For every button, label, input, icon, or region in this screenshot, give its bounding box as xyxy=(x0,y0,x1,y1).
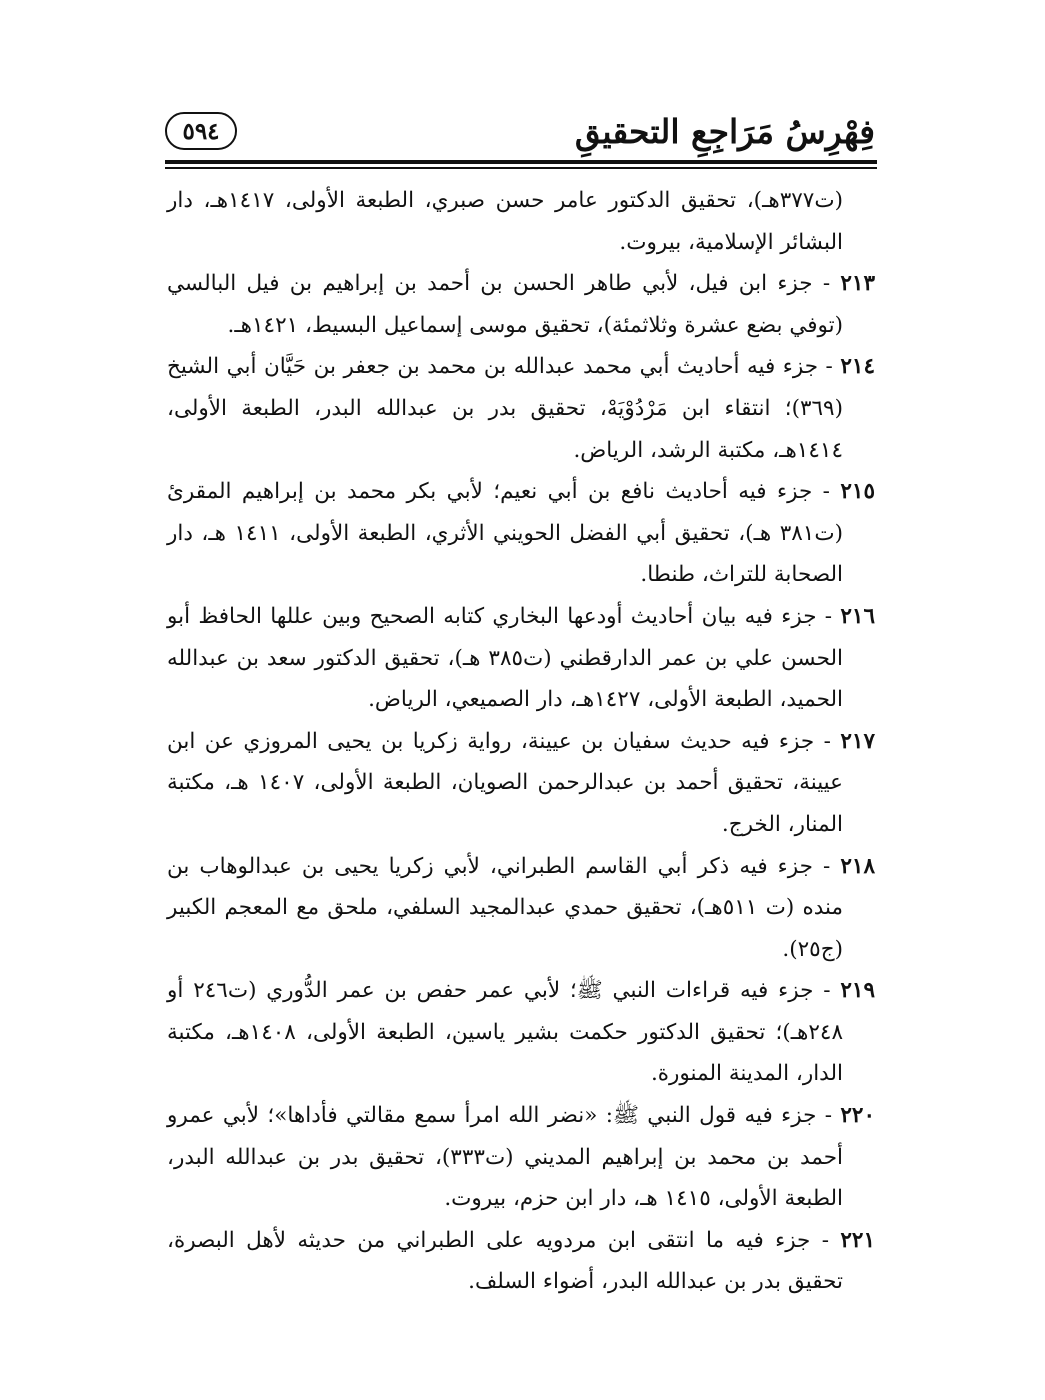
entry-number: ٢١٥ xyxy=(840,479,875,505)
entry-number: ٢١٣ xyxy=(840,271,875,297)
entry-text: جزء ابن فيل، لأبي طاهر الحسن بن أحمد بن إبراهيم بن فيل البالسي (توفي بضع عشرة وثلاثمئة)، تحقيق موسى إسماعيل البسيط، ١٤٢١هـ. xyxy=(167,271,843,338)
page-number: ٥٩٤ xyxy=(182,117,220,145)
entry-text: جزء فيه ما انتقى ابن مردويه على الطبراني من حديثه لأهل البصرة، تحقيق بدر بن عبدالله البدر، أضواء السلف. xyxy=(167,1227,843,1295)
reference-entry-216: ٢١٦ - جزء فيه بيان أحاديث أودعها البخاري كتابه الصحيح وبين عللها الحافظ أبو الحسن علي بن عمر الدارقطني (ت٣٨٥ هـ)، تحقيق الدكتور سعد بن عبدالله الحميد، الطبعة الأولى، ١٤٢٧هـ، دار الصميعي، الرياض. xyxy=(167,603,876,713)
header-rule-thin xyxy=(165,167,877,169)
entry-text: جزء فيه بيان أحاديث أودعها البخاري كتابه الصحيح وبين عللها الحافظ أبو الحسن علي بن عمر الدارقطني (ت٣٨٥ هـ)، تحقيق الدكتور سعد بن عبدالله الحميد، الطبعة الأولى، ١٤٢٧هـ، دار الصميعي، الرياض. xyxy=(167,603,843,713)
entry-number: ٢١٦ xyxy=(840,603,876,629)
continued-entry: (ت٣٧٧هـ)، تحقيق الدكتور عامر حسن صبري، الطبعة الأولى، ١٤١٧هـ، دار البشائر الإسلامية، بيروت. xyxy=(167,188,843,255)
header-rule-thick xyxy=(165,160,877,164)
entry-number: ٢١٧ xyxy=(840,728,875,754)
entry-text: جزء فيه أحاديث أبي محمد عبدالله بن محمد بن جعفر بن حَيَّان أبي الشيخ (٣٦٩)؛ انتقاء ابن مَرْدُوْيَهْ، تحقيق بدر بن عبدالله البدر، الطبعة الأولى، ١٤١٤هـ، مكتبة الرشد، الرياض. xyxy=(167,354,843,463)
entry-text: جزء فيه حديث سفيان بن عيينة، رواية زكريا بن يحيى المروزي عن ابن عيينة، تحقيق أحمد بن عبدالرحمن الصويان، الطبعة الأولى، ١٤٠٧ هـ، مكتبة المنار، الخرج. xyxy=(167,728,843,837)
reference-entry-220: ٢٢٠ - جزء فيه قول النبي ﷺ: «نضر الله امرأ سمع مقالتي فأداها»؛ لأبي عمرو أحمد بن محمد بن إبراهيم المديني (ت٣٣٣)، تحقيق بدر بن عبدالله البدر، الطبعة الأولى، ١٤١٥ هـ، دار ابن حزم، بيروت. xyxy=(167,1103,875,1212)
entry-text: جزء فيه قراءات النبي ﷺ؛ لأبي عمر حفص بن عمر الدُّوري (ت٢٤٦ أو ٢٤٨هـ)؛ تحقيق الدكتور حكمت بشير ياسين، الطبعة الأولى، ١٤٠٨هـ، مكتبة الدار، المدينة المنورة. xyxy=(167,978,843,1087)
entry-text: جزء فيه أحاديث نافع بن أبي نعيم؛ لأبي بكر محمد بن إبراهيم المقرئ (ت٣٨١ هـ)، تحقيق أبي الفضل الحويني الأثري، الطبعة الأولى، ١٤١١ هـ، دار الصحابة للتراث، طنطا. xyxy=(167,479,843,588)
reference-entry-213: ٢١٣ - جزء ابن فيل، لأبي طاهر الحسن بن أحمد بن إبراهيم بن فيل البالسي (توفي بضع عشرة وثلاثمئة)، تحقيق موسى إسماعيل البسيط، ١٤٢١هـ. xyxy=(167,271,875,338)
entry-text: جزء فيه ذكر أبي القاسم الطبراني، لأبي زكريا يحيى بن عبدالوهاب بن منده (ت ٥١١هـ)، تحقيق حمدي عبدالمجيد السلفي، ملحق مع المعجم الكبير (ج٢٥). xyxy=(167,853,843,962)
entry-number: ٢١٤ xyxy=(840,354,875,380)
reference-entry-217: ٢١٧ - جزء فيه حديث سفيان بن عيينة، رواية زكريا بن يحيى المروزي عن ابن عيينة، تحقيق أحمد بن عبدالرحمن الصويان، الطبعة الأولى، ١٤٠٧ هـ، مكتبة المنار، الخرج. xyxy=(167,728,875,837)
reference-entry-214: ٢١٤ - جزء فيه أحاديث أبي محمد عبدالله بن محمد بن جعفر بن حَيَّان أبي الشيخ (٣٦٩)؛ انتقاء ابن مَرْدُوْيَهْ، تحقيق بدر بن عبدالله البدر، الطبعة الأولى، ١٤١٤هـ، مكتبة الرشد، الرياض. xyxy=(167,354,875,463)
entry-number: ٢٢١ xyxy=(840,1227,876,1253)
reference-entry-219: ٢١٩ - جزء فيه قراءات النبي ﷺ؛ لأبي عمر حفص بن عمر الدُّوري (ت٢٤٦ أو ٢٤٨هـ)؛ تحقيق الدكتور حكمت بشير ياسين، الطبعة الأولى، ١٤٠٨هـ، مكتبة الدار، المدينة المنورة. xyxy=(167,978,875,1087)
entry-number: ٢١٨ xyxy=(840,853,875,879)
reference-entry-221: ٢٢١ - جزء فيه ما انتقى ابن مردويه على الطبراني من حديثه لأهل البصرة، تحقيق بدر بن عبدالله البدر، أضواء السلف. xyxy=(167,1227,876,1295)
reference-entry-218: ٢١٨ - جزء فيه ذكر أبي القاسم الطبراني، لأبي زكريا يحيى بن عبدالوهاب بن منده (ت ٥١١هـ)، تحقيق حمدي عبدالمجيد السلفي، ملحق مع المعجم الكبير (ج٢٥). xyxy=(167,853,875,962)
references-list xyxy=(167,180,875,1303)
entry-number: ٢١٩ xyxy=(840,978,875,1004)
page-title: فِهْرِسُ مَرَاجِعِ التحقيقِ xyxy=(574,112,875,151)
entry-number: ٢٢٠ xyxy=(840,1103,875,1129)
entry-text: جزء فيه قول النبي ﷺ: «نضر الله امرأ سمع مقالتي فأداها»؛ لأبي عمرو أحمد بن محمد بن إبراهيم المديني (ت٣٣٣)، تحقيق بدر بن عبدالله البدر، الطبعة الأولى، ١٤١٥ هـ، دار ابن حزم، بيروت. xyxy=(167,1103,843,1212)
page-number-badge xyxy=(165,112,237,150)
reference-entry-215: ٢١٥ - جزء فيه أحاديث نافع بن أبي نعيم؛ لأبي بكر محمد بن إبراهيم المقرئ (ت٣٨١ هـ)، تحقيق أبي الفضل الحويني الأثري، الطبعة الأولى، ١٤١١ هـ، دار الصحابة للتراث، طنطا. xyxy=(167,479,875,588)
